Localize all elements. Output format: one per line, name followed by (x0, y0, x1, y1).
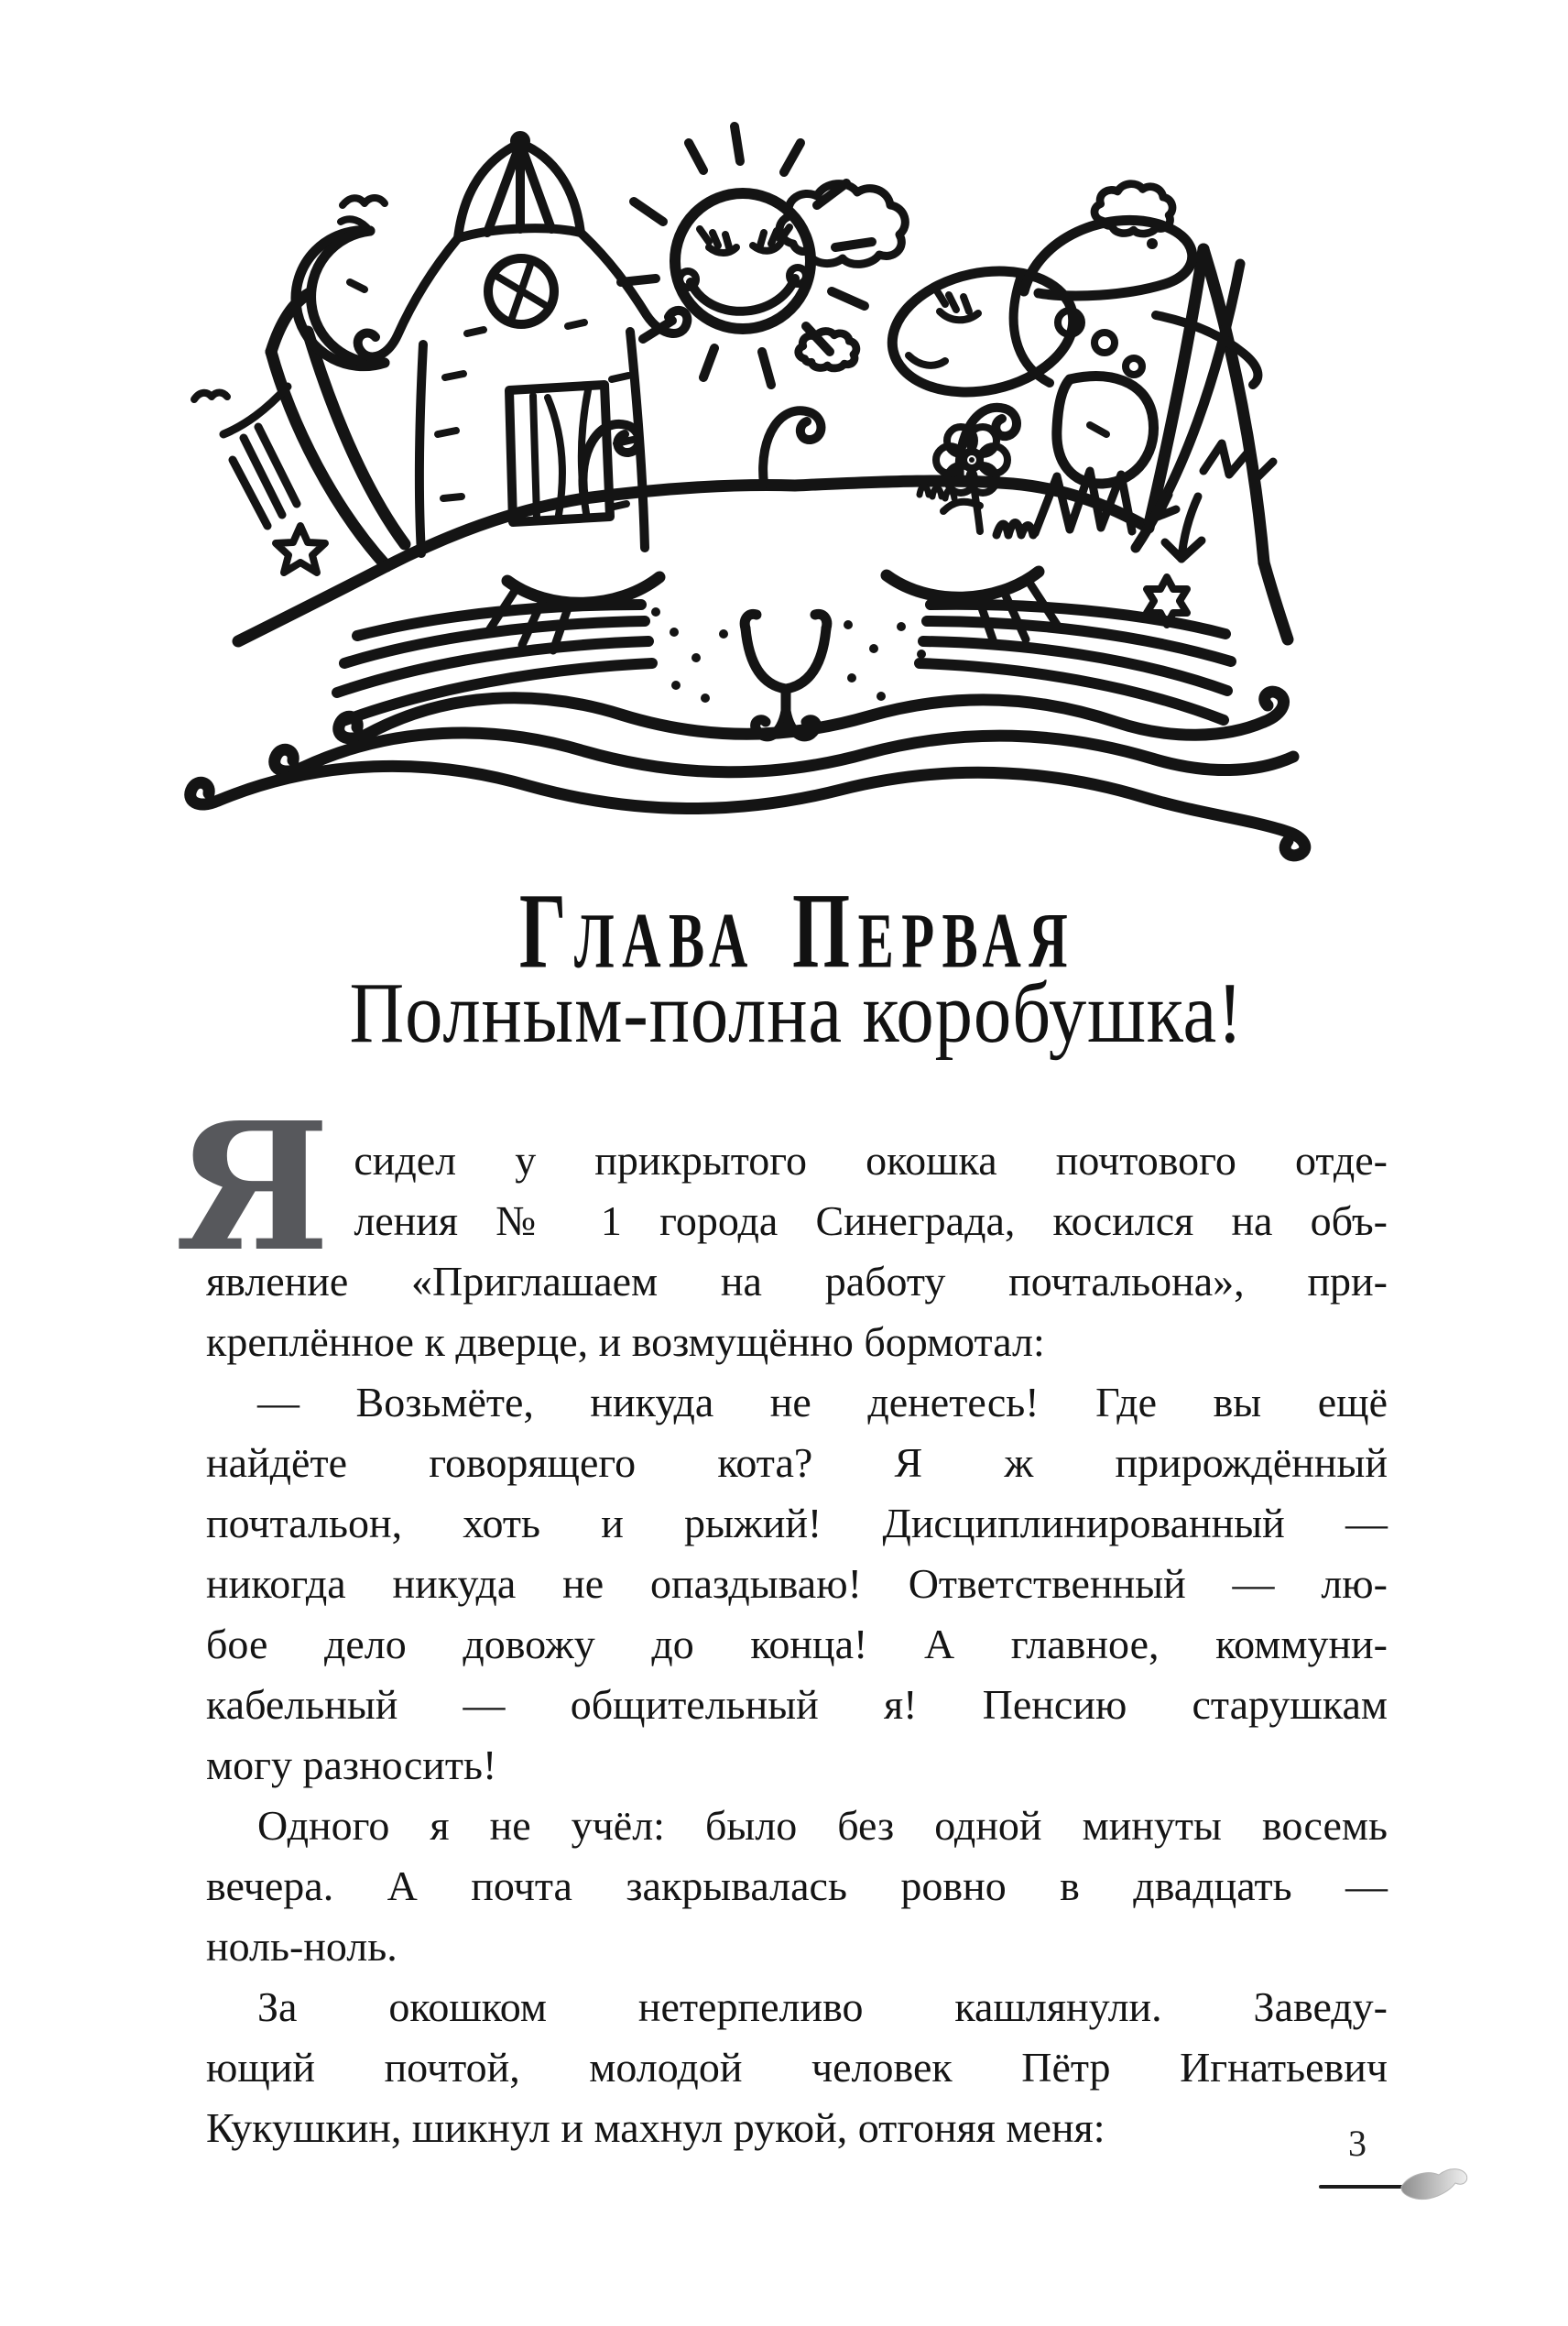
text-line: ления № 1 города Синеграда, косился на объ- (354, 1197, 1388, 1244)
paragraph (206, 1796, 1388, 1977)
text-line: явление «Приглашаем на работу почтальона», при- (206, 1258, 1388, 1305)
footer-flourish (1317, 2164, 1475, 2208)
text-line: бое дело довожу до конца! А главное, коммуни- (206, 1621, 1388, 1667)
chapter-heading (206, 868, 1388, 990)
crescent-moon-icon (296, 219, 385, 366)
text-line: — Возьмёте, никуда не денетесь! Где вы ещё (257, 1379, 1388, 1425)
text-line: кабельный — общительный я! Пенсию старушкам (206, 1681, 1388, 1728)
text-line: найдёте говорящего кота? Я ж прирождённый (206, 1439, 1388, 1486)
sparkle-star-icon (1147, 495, 1202, 625)
sun-icon (621, 126, 872, 385)
cat-nose (745, 614, 827, 736)
chapter-heading-word: ПЕРВАЯ (791, 870, 1075, 990)
waves (191, 692, 1305, 856)
chapter-title: Полным-полна коробушка! (349, 966, 1245, 1061)
text-line: Одного я не учёл: было без одной минуты восемь (257, 1802, 1388, 1849)
paragraph (206, 1372, 1388, 1796)
text-line: могу разносить! (206, 1742, 497, 1788)
right-ear-tuft (1136, 249, 1288, 639)
text-line: вечера. А почта закрывалась ровно в двадцать — (206, 1862, 1388, 1909)
text-line: ющий почтой, молодой человек Пётр Игнатьевич (206, 2044, 1388, 2091)
page-number: 3 (1348, 2123, 1367, 2164)
cat-dream-illustration (154, 103, 1315, 865)
text-line: За окошком нетерпеливо кашлянули. Заведу- (257, 1983, 1388, 2030)
paragraph (206, 1977, 1388, 2158)
sun-rays (621, 126, 872, 385)
text-line: никогда никуда не опаздываю! Ответственный — лю- (206, 1560, 1388, 1607)
paragraph (175, 1085, 1388, 1372)
text-line: ноль-ноль. (206, 1923, 397, 1970)
text-line: сидел у прикрытого окошка почтового отде- (354, 1137, 1388, 1184)
body-text (175, 1085, 1388, 2158)
chapter-heading-word: ГЛАВА (518, 870, 756, 990)
text-line: почтальон, хоть и рыжий! Дисциплинированный — (206, 1500, 1388, 1546)
text-line: креплённое к дверце, и возмущённо бормотал: (206, 1318, 1045, 1365)
text-line: Кукушкин, шикнул и махнул рукой, отгоняя меня: (206, 2104, 1105, 2151)
drop-cap: Я (175, 1085, 331, 1291)
